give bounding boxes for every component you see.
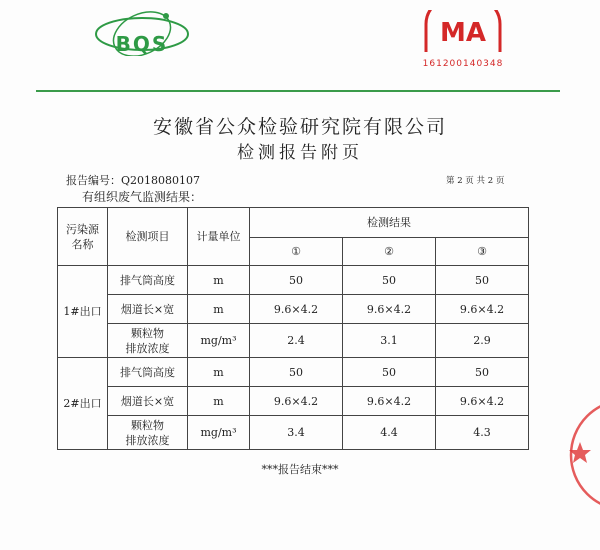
value-cell: 9.6×4.2 — [250, 387, 343, 416]
header-item: 检测项目 — [108, 208, 188, 266]
header-rule — [36, 90, 560, 92]
value-cell: 9.6×4.2 — [343, 295, 436, 324]
unit-cell: m — [188, 266, 250, 295]
item-cell: 烟道长×宽 — [108, 295, 188, 324]
table-row — [58, 387, 529, 416]
doc-title: 检测报告附页 — [237, 143, 363, 163]
header-source: 污染源 名称 — [58, 208, 108, 266]
header-run-2: ② — [343, 238, 436, 266]
item-cell: 排气筒高度 — [108, 358, 188, 387]
item-cell: 排气筒高度 — [108, 266, 188, 295]
section-heading: 有组织废气监测结果： — [82, 190, 203, 204]
table-row — [58, 295, 529, 324]
unit-cell: m — [188, 358, 250, 387]
value-cell: 9.6×4.2 — [436, 295, 529, 324]
value-cell: 9.6×4.2 — [343, 387, 436, 416]
value-cell: 50 — [343, 266, 436, 295]
value-cell: 9.6×4.2 — [250, 295, 343, 324]
header-run-3: ③ — [436, 238, 529, 266]
source-name: 1#出口 — [58, 266, 108, 358]
header-unit: 计量单位 — [188, 208, 250, 266]
value-cell: 50 — [250, 266, 343, 295]
value-cell: 3.1 — [343, 324, 436, 358]
cert-number: 161200140348 — [422, 59, 504, 69]
results-table — [57, 207, 529, 450]
cma-logo-text: MA — [440, 18, 486, 48]
report-number: 报告编号：Q2018080107 — [66, 174, 201, 187]
table-row — [58, 266, 529, 295]
source-name: 2#出口 — [58, 358, 108, 450]
bqs-logo-text: BQS — [115, 32, 169, 56]
value-cell: 2.4 — [250, 324, 343, 358]
unit-cell: m — [188, 295, 250, 324]
header-row — [58, 208, 529, 238]
value-cell: 9.6×4.2 — [436, 387, 529, 416]
value-cell: 50 — [436, 266, 529, 295]
item-cell: 颗粒物 排放浓度 — [108, 324, 188, 358]
value-cell: 3.4 — [250, 416, 343, 450]
value-cell: 50 — [436, 358, 529, 387]
value-cell: 50 — [343, 358, 436, 387]
item-cell: 颗粒物 排放浓度 — [108, 416, 188, 450]
value-cell: 2.9 — [436, 324, 529, 358]
table-row — [58, 324, 529, 358]
unit-cell: mg/m³ — [188, 324, 250, 358]
unit-cell: mg/m³ — [188, 416, 250, 450]
report-end-mark: ***报告结束*** — [261, 463, 339, 476]
table-row — [58, 358, 529, 387]
table-row — [58, 416, 529, 450]
value-cell: 50 — [250, 358, 343, 387]
unit-cell: m — [188, 387, 250, 416]
value-cell: 4.3 — [436, 416, 529, 450]
value-cell: 4.4 — [343, 416, 436, 450]
item-cell: 烟道长×宽 — [108, 387, 188, 416]
header-results: 检测结果 — [250, 208, 529, 238]
seal-stamp-icon — [566, 390, 600, 520]
header-run-1: ① — [250, 238, 343, 266]
org-title: 安徽省公众检验研究院有限公司 — [152, 116, 447, 138]
page-number: 第 2 页 共 2 页 — [446, 176, 505, 186]
